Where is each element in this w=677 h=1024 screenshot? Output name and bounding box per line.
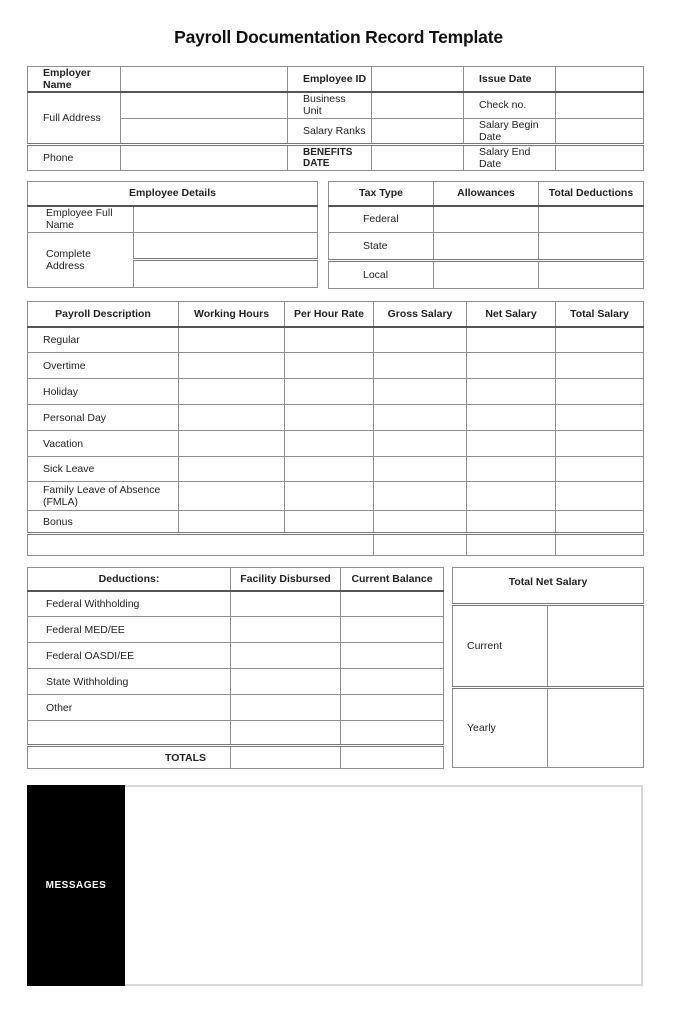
per-hour-rate-header: Per Hour Rate <box>285 302 374 327</box>
employee-full-name-value-cell[interactable] <box>134 206 318 233</box>
payroll-cell[interactable] <box>374 327 467 353</box>
messages-content-area[interactable] <box>125 787 641 984</box>
check-no-label: Check no. <box>464 92 556 118</box>
federal-deductions-cell[interactable] <box>539 206 644 233</box>
current-label: Current <box>453 605 548 688</box>
current-balance-header: Current Balance <box>341 568 444 591</box>
deduction-cell[interactable] <box>341 643 444 669</box>
payroll-cell[interactable] <box>179 431 285 457</box>
deduction-cell[interactable] <box>231 695 341 721</box>
payroll-cell[interactable] <box>467 511 556 534</box>
allowances-header: Allowances <box>434 182 539 206</box>
payroll-cell[interactable] <box>374 379 467 405</box>
payroll-cell[interactable] <box>285 353 374 379</box>
payroll-cell[interactable] <box>374 405 467 431</box>
deductions-header: Deductions: <box>28 568 231 591</box>
payroll-cell[interactable] <box>179 511 285 534</box>
yearly-label: Yearly <box>453 688 548 768</box>
complete-address-value-cell-1[interactable] <box>134 233 318 260</box>
deduction-cell[interactable] <box>341 617 444 643</box>
tax-row-state-label: State <box>329 233 434 261</box>
salary-ranks-label: Salary Ranks <box>288 118 372 144</box>
totals-label: TOTALS <box>28 746 231 769</box>
employee-id-value-cell[interactable] <box>372 67 464 93</box>
deduction-cell[interactable] <box>231 669 341 695</box>
total-net-salary-header: Total Net Salary <box>453 568 644 605</box>
deduction-cell[interactable] <box>231 721 341 746</box>
current-value-cell[interactable] <box>548 605 644 688</box>
deduction-row-label: Other <box>28 695 231 721</box>
payroll-cell[interactable] <box>285 327 374 353</box>
payroll-cell[interactable] <box>179 327 285 353</box>
payroll-cell[interactable] <box>285 511 374 534</box>
payroll-cell[interactable] <box>374 482 467 511</box>
salary-end-date-label: Salary End Date <box>464 144 556 170</box>
payroll-row-label: Personal Day <box>28 405 179 431</box>
total-net-salary-table <box>452 567 644 768</box>
facility-disbursed-header: Facility Disbursed <box>231 568 341 591</box>
deductions-table <box>27 567 444 769</box>
total-deductions-header: Total Deductions <box>539 182 644 206</box>
gross-salary-header: Gross Salary <box>374 302 467 327</box>
salary-end-date-value-cell[interactable] <box>556 144 644 170</box>
payroll-row-label: Overtime <box>28 353 179 379</box>
payroll-cell[interactable] <box>179 379 285 405</box>
deduction-cell[interactable] <box>341 721 444 746</box>
benefits-date-label: BENEFITS DATE <box>288 144 372 170</box>
messages-sidebar <box>27 785 125 986</box>
employer-name-label: Employer Name <box>28 67 121 93</box>
payroll-cell[interactable] <box>467 327 556 353</box>
totals-balance-cell[interactable] <box>341 746 444 769</box>
working-hours-header: Working Hours <box>179 302 285 327</box>
salary-begin-date-label: Salary Begin Date <box>464 118 556 144</box>
state-deductions-cell[interactable] <box>539 233 644 261</box>
deduction-cell[interactable] <box>231 591 341 617</box>
deduction-cell[interactable] <box>341 669 444 695</box>
local-deductions-cell[interactable] <box>539 261 644 289</box>
employee-details-table <box>27 181 318 288</box>
employee-details-header: Employee Details <box>28 182 318 206</box>
payroll-description-header: Payroll Description <box>28 302 179 327</box>
tax-table <box>328 181 644 289</box>
check-no-value-cell[interactable] <box>556 92 644 118</box>
payroll-cell[interactable] <box>467 405 556 431</box>
business-unit-label: Business Unit <box>288 92 372 118</box>
payroll-row-label: Family Leave of Absence (FMLA) <box>28 482 179 511</box>
payroll-cell[interactable] <box>179 457 285 482</box>
payroll-cell[interactable] <box>467 457 556 482</box>
payroll-cell[interactable] <box>467 482 556 511</box>
complete-address-label: Complete Address <box>28 233 134 288</box>
issue-date-label: Issue Date <box>464 67 556 93</box>
full-address-label: Full Address <box>28 92 121 144</box>
payroll-cell[interactable] <box>285 431 374 457</box>
payroll-cell[interactable] <box>556 327 644 353</box>
payroll-row-label: Sick Leave <box>28 457 179 482</box>
payroll-cell[interactable] <box>285 405 374 431</box>
full-address-value-cell-2[interactable] <box>121 118 288 144</box>
payroll-cell[interactable] <box>374 457 467 482</box>
federal-allowances-cell[interactable] <box>434 206 539 233</box>
payroll-cell[interactable] <box>556 482 644 511</box>
payroll-cell[interactable] <box>374 511 467 534</box>
phone-value-cell[interactable] <box>121 144 288 170</box>
payroll-row-label: Regular <box>28 327 179 353</box>
complete-address-value-cell-2[interactable] <box>134 260 318 288</box>
payroll-table <box>27 301 644 556</box>
total-salary-header: Total Salary <box>556 302 644 327</box>
employer-info-table <box>27 66 644 171</box>
payroll-cell[interactable] <box>374 534 467 556</box>
state-allowances-cell[interactable] <box>434 233 539 261</box>
payroll-cell[interactable] <box>556 511 644 534</box>
benefits-date-value-cell[interactable] <box>372 144 464 170</box>
payroll-cell[interactable] <box>467 353 556 379</box>
totals-facility-cell[interactable] <box>231 746 341 769</box>
salary-begin-date-value-cell[interactable] <box>556 118 644 144</box>
page-title: Payroll Documentation Record Template <box>174 27 503 47</box>
payroll-cell[interactable] <box>467 534 556 556</box>
payroll-cell[interactable] <box>285 482 374 511</box>
payroll-cell[interactable] <box>556 379 644 405</box>
payroll-row-label: Bonus <box>28 511 179 534</box>
tax-type-header: Tax Type <box>329 182 434 206</box>
issue-date-value-cell[interactable] <box>556 67 644 93</box>
deduction-cell[interactable] <box>231 617 341 643</box>
payroll-row-label: Vacation <box>28 431 179 457</box>
payroll-cell[interactable] <box>556 353 644 379</box>
tax-row-local-label: Local <box>329 261 434 289</box>
payroll-cell[interactable] <box>179 353 285 379</box>
payroll-cell[interactable] <box>179 482 285 511</box>
employee-full-name-label: Employee Full Name <box>28 206 134 233</box>
tax-row-federal-label: Federal <box>329 206 434 233</box>
payroll-cell[interactable] <box>556 431 644 457</box>
deduction-cell[interactable] <box>341 591 444 617</box>
payroll-cell[interactable] <box>374 353 467 379</box>
payroll-cell[interactable] <box>374 431 467 457</box>
deduction-cell[interactable] <box>341 695 444 721</box>
deduction-row-label: State Withholding <box>28 669 231 695</box>
payroll-cell[interactable] <box>556 457 644 482</box>
payroll-footer-merged-cell[interactable] <box>28 534 374 556</box>
local-allowances-cell[interactable] <box>434 261 539 289</box>
payroll-cell[interactable] <box>285 379 374 405</box>
deduction-empty-row-cell[interactable] <box>28 721 231 746</box>
payroll-cell[interactable] <box>556 534 644 556</box>
deduction-row-label: Federal OASDI/EE <box>28 643 231 669</box>
payroll-cell[interactable] <box>467 431 556 457</box>
yearly-value-cell[interactable] <box>548 688 644 768</box>
messages-label: MESSAGES <box>45 880 107 891</box>
employee-id-label: Employee ID <box>288 67 372 93</box>
salary-ranks-value-cell[interactable] <box>372 118 464 144</box>
full-address-value-cell-1[interactable] <box>121 92 288 118</box>
phone-label: Phone <box>28 144 121 170</box>
net-salary-header: Net Salary <box>467 302 556 327</box>
business-unit-value-cell[interactable] <box>372 92 464 118</box>
payroll-row-label: Holiday <box>28 379 179 405</box>
deduction-cell[interactable] <box>231 643 341 669</box>
payroll-cell[interactable] <box>285 457 374 482</box>
payroll-cell[interactable] <box>179 405 285 431</box>
messages-panel <box>27 785 643 986</box>
payroll-cell[interactable] <box>556 405 644 431</box>
deduction-row-label: Federal Withholding <box>28 591 231 617</box>
payroll-cell[interactable] <box>467 379 556 405</box>
deduction-row-label: Federal MED/EE <box>28 617 231 643</box>
employer-name-value-cell[interactable] <box>121 67 288 93</box>
